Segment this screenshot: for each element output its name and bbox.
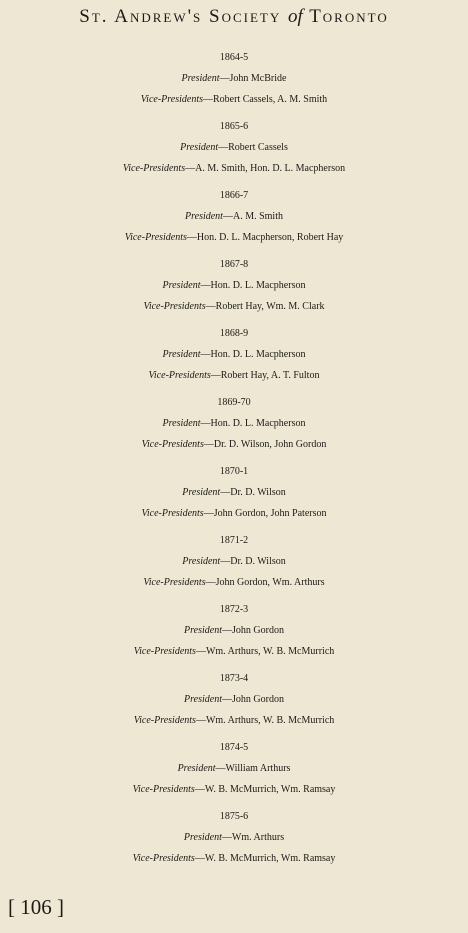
vice-presidents-names: Wm. Arthurs, W. B. McMurrich <box>205 646 335 657</box>
entry-vice-presidents-line: Vice-Presidents—Dr. D. Wilson, John Gordon <box>141 439 327 450</box>
entry-president-line: President—Hon. D. L. Macpherson <box>162 349 306 360</box>
president-label: President <box>181 73 220 84</box>
entry-vice-presidents-line: Vice-Presidents—Robert Hay, Wm. M. Clark <box>143 301 325 312</box>
page-number: [ 106 ] <box>8 895 64 919</box>
president-label: President <box>162 349 201 360</box>
officer-entry <box>0 392 468 461</box>
vice-presidents-label: Vice-Presidents <box>132 784 195 795</box>
vice-presidents-names: John Gordon, Wm. Arthurs <box>215 577 325 588</box>
entry-vice-presidents-line: Vice-Presidents—Wm. Arthurs, W. B. McMurrich <box>133 715 335 726</box>
officer-entry <box>0 599 468 668</box>
vice-presidents-names: A. M. Smith, Hon. D. L. Macpherson <box>195 163 346 174</box>
president-name: Dr. D. Wilson <box>230 556 286 567</box>
president-name: Hon. D. L. Macpherson <box>210 418 306 429</box>
entry-year: 1864-5 <box>219 52 249 63</box>
officer-list <box>0 47 468 875</box>
officer-entry <box>0 530 468 599</box>
officer-entry <box>0 47 468 116</box>
entry-vice-presidents-line: Vice-Presidents—Wm. Arthurs, W. B. McMurrich <box>133 646 335 657</box>
vice-presidents-names: Wm. Arthurs, W. B. McMurrich <box>205 715 335 726</box>
entry-vice-presidents-line: Vice-Presidents—Hon. D. L. Macpherson, Robert Hay <box>124 232 344 243</box>
entry-president-line: President—John McBride <box>181 73 287 84</box>
entry-vice-presidents-line: Vice-Presidents—John Gordon, John Paterson <box>141 508 327 519</box>
president-name: Hon. D. L. Macpherson <box>210 349 306 360</box>
vice-presidents-label: Vice-Presidents <box>133 646 196 657</box>
header-society-name: St. Andrew's Society <box>79 6 282 27</box>
officer-entry <box>0 668 468 737</box>
entry-president-line: President—John Gordon <box>184 625 284 636</box>
header-of: of <box>287 6 303 27</box>
running-header <box>0 6 468 28</box>
header-city: Toronto <box>309 6 389 27</box>
vice-presidents-label: Vice-Presidents <box>143 301 206 312</box>
president-label: President <box>177 763 216 774</box>
vice-presidents-names: Robert Hay, A. T. Fulton <box>220 370 320 381</box>
president-name: John Gordon <box>232 625 284 636</box>
president-name: Hon. D. L. Macpherson <box>210 280 306 291</box>
entry-year: 1866-7 <box>219 190 249 201</box>
vice-presidents-label: Vice-Presidents <box>133 715 196 726</box>
entry-president-line: President—Hon. D. L. Macpherson <box>162 418 306 429</box>
entry-president-line: President—William Arthurs <box>177 763 291 774</box>
officer-entry <box>0 254 468 323</box>
vice-presidents-names: W. B. McMurrich, Wm. Ramsay <box>204 853 336 864</box>
entry-vice-presidents-line: Vice-Presidents—W. B. McMurrich, Wm. Ramsay <box>132 853 336 864</box>
entry-president-line: President—Robert Cassels <box>180 142 288 153</box>
entry-president-line: President—Dr. D. Wilson <box>182 487 286 498</box>
vice-presidents-label: Vice-Presidents <box>141 439 204 450</box>
president-label: President <box>182 487 221 498</box>
vice-presidents-names: Robert Cassels, A. M. Smith <box>213 94 328 105</box>
officer-entry <box>0 116 468 185</box>
president-name: John Gordon <box>232 694 284 705</box>
president-name: A. M. Smith <box>232 211 283 222</box>
officer-entry <box>0 323 468 392</box>
president-label: President <box>180 142 219 153</box>
entry-president-line: President—Dr. D. Wilson <box>182 556 286 567</box>
entry-president-line: President—John Gordon <box>184 694 284 705</box>
entry-vice-presidents-line: Vice-Presidents—W. B. McMurrich, Wm. Ramsay <box>132 784 336 795</box>
vice-presidents-label: Vice-Presidents <box>143 577 206 588</box>
entry-vice-presidents-line: Vice-Presidents—John Gordon, Wm. Arthurs <box>143 577 325 588</box>
president-label: President <box>182 556 221 567</box>
vice-presidents-label: Vice-Presidents <box>124 232 187 243</box>
entry-year: 1875-6 <box>219 811 249 822</box>
entry-vice-presidents-line: Vice-Presidents—Robert Cassels, A. M. Smith <box>140 94 328 105</box>
vice-presidents-names: Robert Hay, Wm. M. Clark <box>215 301 325 312</box>
president-name: John McBride <box>229 73 287 84</box>
entry-year: 1873-4 <box>219 673 249 684</box>
entry-year: 1867-8 <box>219 259 249 270</box>
president-label: President <box>183 832 222 843</box>
vice-presidents-label: Vice-Presidents <box>141 508 204 519</box>
vice-presidents-names: W. B. McMurrich, Wm. Ramsay <box>204 784 336 795</box>
entry-year: 1870-1 <box>219 466 249 477</box>
vice-presidents-label: Vice-Presidents <box>140 94 203 105</box>
entry-year: 1874-5 <box>219 742 249 753</box>
president-label: President <box>162 280 201 291</box>
officer-entry <box>0 737 468 806</box>
entry-year: 1865-6 <box>219 121 249 132</box>
vice-presidents-names: Hon. D. L. Macpherson, Robert Hay <box>196 232 344 243</box>
entry-vice-presidents-line: Vice-Presidents—A. M. Smith, Hon. D. L. Macpherson <box>122 163 346 174</box>
officer-entry <box>0 806 468 875</box>
president-name: William Arthurs <box>225 763 291 774</box>
officer-entry <box>0 461 468 530</box>
president-name: Wm. Arthurs <box>231 832 285 843</box>
entry-year: 1869-70 <box>217 397 251 408</box>
entry-president-line: President—Wm. Arthurs <box>183 832 285 843</box>
entry-year: 1872-3 <box>219 604 249 615</box>
president-label: President <box>185 211 223 222</box>
entry-vice-presidents-line: Vice-Presidents—Robert Hay, A. T. Fulton <box>148 370 320 381</box>
vice-presidents-label: Vice-Presidents <box>122 163 186 174</box>
vice-presidents-label: Vice-Presidents <box>132 853 195 864</box>
president-label: President <box>184 694 222 705</box>
officer-entry <box>0 185 468 254</box>
entry-year: 1871-2 <box>219 535 249 546</box>
vice-presidents-label: Vice-Presidents <box>148 370 211 381</box>
president-name: Robert Cassels <box>228 142 288 153</box>
president-label: President <box>184 625 222 636</box>
president-name: Dr. D. Wilson <box>230 487 286 498</box>
entry-president-line: President—A. M. Smith <box>185 211 283 222</box>
president-label: President <box>162 418 201 429</box>
vice-presidents-names: John Gordon, John Paterson <box>213 508 327 519</box>
entry-year: 1868-9 <box>219 328 249 339</box>
vice-presidents-names: Dr. D. Wilson, John Gordon <box>213 439 327 450</box>
entry-president-line: President—Hon. D. L. Macpherson <box>162 280 306 291</box>
